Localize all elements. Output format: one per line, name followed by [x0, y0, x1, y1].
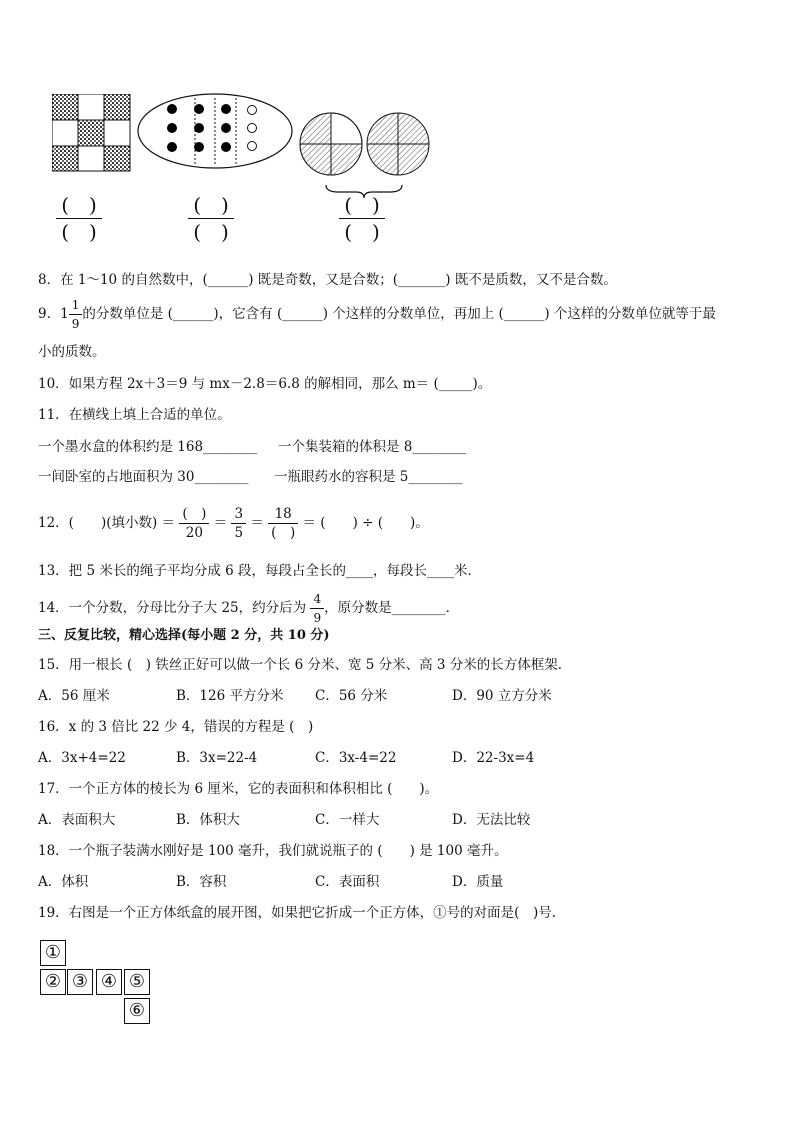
option-a: A．56 厘米: [38, 688, 110, 704]
question-15: 15．用一根长 ( ) 铁丝正好可以做一个长 6 分米、宽 5 分米、高 3 分米的长方体框架．: [38, 657, 572, 673]
question-9: 9．1 $\frac{1}{9}$ 的分数单位是 (______)，它含有 (______) 个这样的分数单位，再加上 (______) 个这样的分数单位就等于最: [38, 298, 716, 331]
option-b: B．容积: [176, 874, 227, 890]
checkerboard-figure: [52, 94, 132, 172]
question-11-c: 一间卧室的占地面积为 30________: [38, 469, 249, 485]
cube-face-2: ②: [40, 969, 66, 995]
question-9-continued: 小的质数。: [38, 344, 106, 360]
fraction-blank-3: ( ) ( ): [337, 194, 387, 243]
option-d: D．质量: [452, 874, 504, 890]
cube-face-5: ⑤: [124, 969, 150, 995]
section-3-heading: 三、反复比较，精心选择(每小题 2 分，共 10 分): [38, 628, 330, 643]
option-d: D．90 立方分米: [452, 688, 552, 704]
question-12: 12．( )(填小数) ＝ $\frac{( )}{20}$ ＝ $\frac{3}{5}$ ＝ $\frac{18}{( )}$ ＝ ( ) ÷ ( )。: [38, 506, 429, 541]
option-c: C．一样大: [315, 812, 380, 828]
question-16: 16．x 的 3 倍比 22 少 4，错误的方程是 ( ): [38, 719, 314, 735]
question-10: 10．如果方程 2x＋3＝9 与 mx－2.8＝6.8 的解相同，那么 m＝ (_____)。: [38, 376, 492, 392]
option-b: B．126 平方分米: [176, 688, 284, 704]
question-18: 18．一个瓶子装满水刚好是 100 毫升，我们就说瓶子的 ( ) 是 100 毫升。: [38, 843, 508, 859]
cube-face-1: ①: [40, 940, 66, 966]
cube-face-6: ⑥: [124, 998, 150, 1024]
question-19: 19．右图是一个正方体纸盒的展开图，如果把它折成一个正方体，①号的对面是( )号.: [38, 905, 557, 921]
ellipse-dots-figure: [136, 92, 294, 170]
question-14: 14．一个分数，分母比分子大 25，约分后为 $\frac{4}{9}$ ，原分数是________．: [38, 592, 460, 625]
question-8: 8．在 1～10 的自然数中，(______) 既是奇数，又是合数；(_______) 既不是质数，又不是合数。: [38, 272, 617, 288]
question-11-d: 一瓶眼药水的容积是 5________: [274, 469, 463, 485]
question-13: 13．把 5 米长的绳子平均分成 6 段，每段占全长的____，每段长____米．: [38, 563, 482, 579]
fraction-blank-2: ( ) ( ): [186, 194, 236, 243]
option-c: C．56 分米: [315, 688, 388, 704]
option-a: A．体积: [38, 874, 89, 890]
option-c: C．表面积: [315, 874, 380, 890]
option-c: C．3x-4=22: [315, 750, 397, 766]
question-11-a: 一个墨水盒的体积约是 168________: [38, 439, 258, 455]
option-d: D．22-3x=4: [452, 750, 535, 766]
option-a: A．表面积大: [38, 812, 116, 828]
question-11-b: 一个集装箱的体积是 8________: [278, 439, 467, 455]
question-17: 17．一个正方体的棱长为 6 厘米，它的表面积和体积相比 ( )。: [38, 781, 439, 797]
option-d: D．无法比较: [452, 812, 531, 828]
option-a: A．3x+4=22: [38, 750, 126, 766]
question-11-title: 11．在横线上填上合适的单位。: [38, 407, 231, 423]
hatched-circles-figure: [298, 108, 438, 202]
cube-face-4: ④: [96, 969, 122, 995]
option-b: B．体积大: [176, 812, 240, 828]
cube-face-3: ③: [67, 969, 93, 995]
option-b: B．3x=22-4: [176, 750, 258, 766]
fraction-blank-1: ( ) ( ): [54, 194, 104, 243]
